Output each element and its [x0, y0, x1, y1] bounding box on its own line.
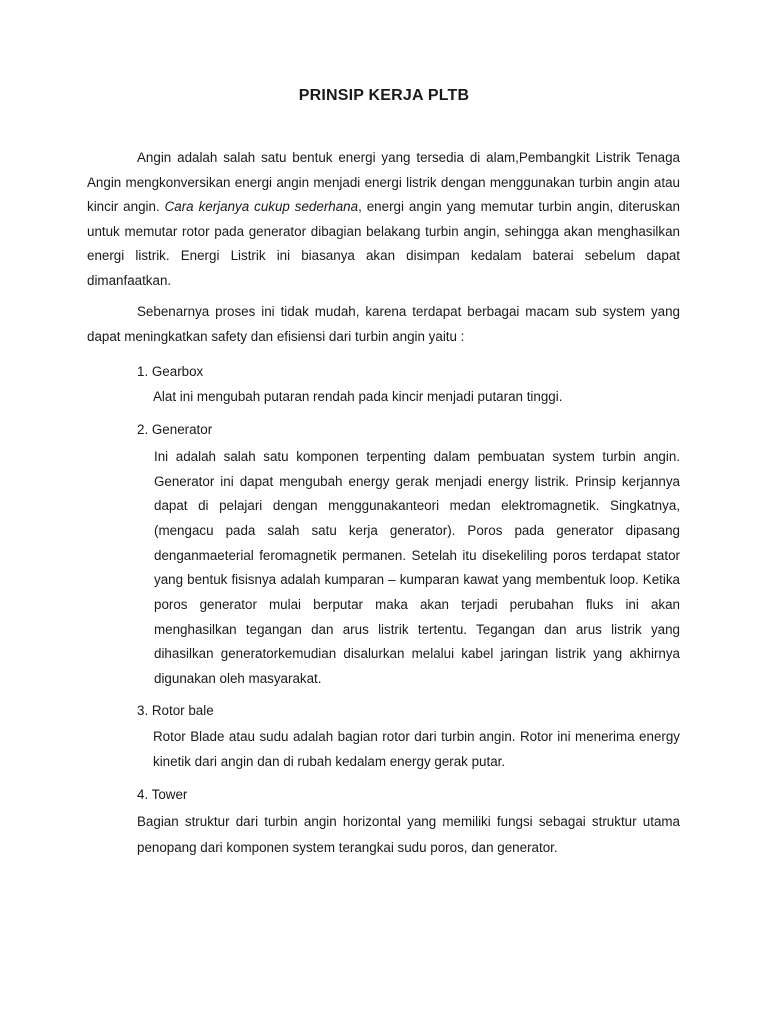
item-heading-generator: 2. Generator: [137, 422, 213, 437]
item-body-rotor-blade: Rotor Blade atau sudu adalah bagian rotor dari turbin angin. Rotor ini menerima energy kinetik dari angin dan di rubah kedalam energy gerak putar.: [153, 729, 680, 769]
document-title: PRINSIP KERJA PLTB: [298, 87, 470, 104]
intro-text-end: , energi angin yang memutar turbin angin, diteruskan untuk memutar rotor pada generator dibagian belakang turbin angin, sehingga akan menghasilkan energi listrik. Energi Listrik ini biasanya akan disimpan kedalam baterai sebelum dapat dimanfaatkan.: [87, 199, 680, 288]
intro-italic-phrase: Cara kerjanya cukup sederhana: [164, 199, 359, 215]
item-body-generator: Ini adalah salah satu komponen terpenting dalam pembuatan system turbin angin. Generator ini dapat mengubah energy gerak menjadi energy listrik. Prinsip kerjannya dapat di pelajari dengan menggunakanteori medan elektromagnetik. Singkatnya, (mengacu pada salah satu kerja generator). Poros pada generator dipasang denganmaeterial feromagnetik permanen. Setelah itu disekeliling poros terdapat stator yang bentuk fisisnya adalah kumparan – kumparan kawat yang membentuk loop. Ketika poros generator mulai berputar maka akan terjadi perubahan fluks ini akan menghasilkan tegangan dan arus listrik tertentu. Tegangan dan arus listrik yang dihasilkan generatorkemudian disalurkan melalui kabel jaringan listrik yang akhirnya digunakan oleh masyarakat.: [154, 449, 680, 686]
item-heading-rotor-blade: 3. Rotor bale: [137, 703, 214, 718]
subsystem-text: Sebenarnya proses ini tidak mudah, karena terdapat berbagai macam sub system yang dapat meningkatkan safety dan efisiensi dari turbin angin yaitu :: [87, 304, 680, 344]
item-body-tower: Bagian struktur dari turbin angin horizontal yang memiliki fungsi sebagai struktur utama penopang dari komponen system terangkai sudu poros, dan generator.: [137, 814, 680, 855]
subsystem-paragraph: [87, 300, 680, 349]
intro-text-start: Angin adalah salah satu bentuk energi yang tersedia di alam,Pembangkit Listrik Tenaga Angin mengkonversikan energi angin menjadi energi listrik dengan menggunakan turbin angin atau kincir angin.: [87, 150, 680, 215]
item-heading-tower: 4. Tower: [137, 787, 188, 802]
item-body-gearbox: Alat ini mengubah putaran rendah pada kincir menjadi putaran tinggi.: [153, 389, 563, 404]
intro-paragraph: [87, 146, 680, 294]
item-heading-gearbox: 1. Gearbox: [137, 364, 204, 379]
